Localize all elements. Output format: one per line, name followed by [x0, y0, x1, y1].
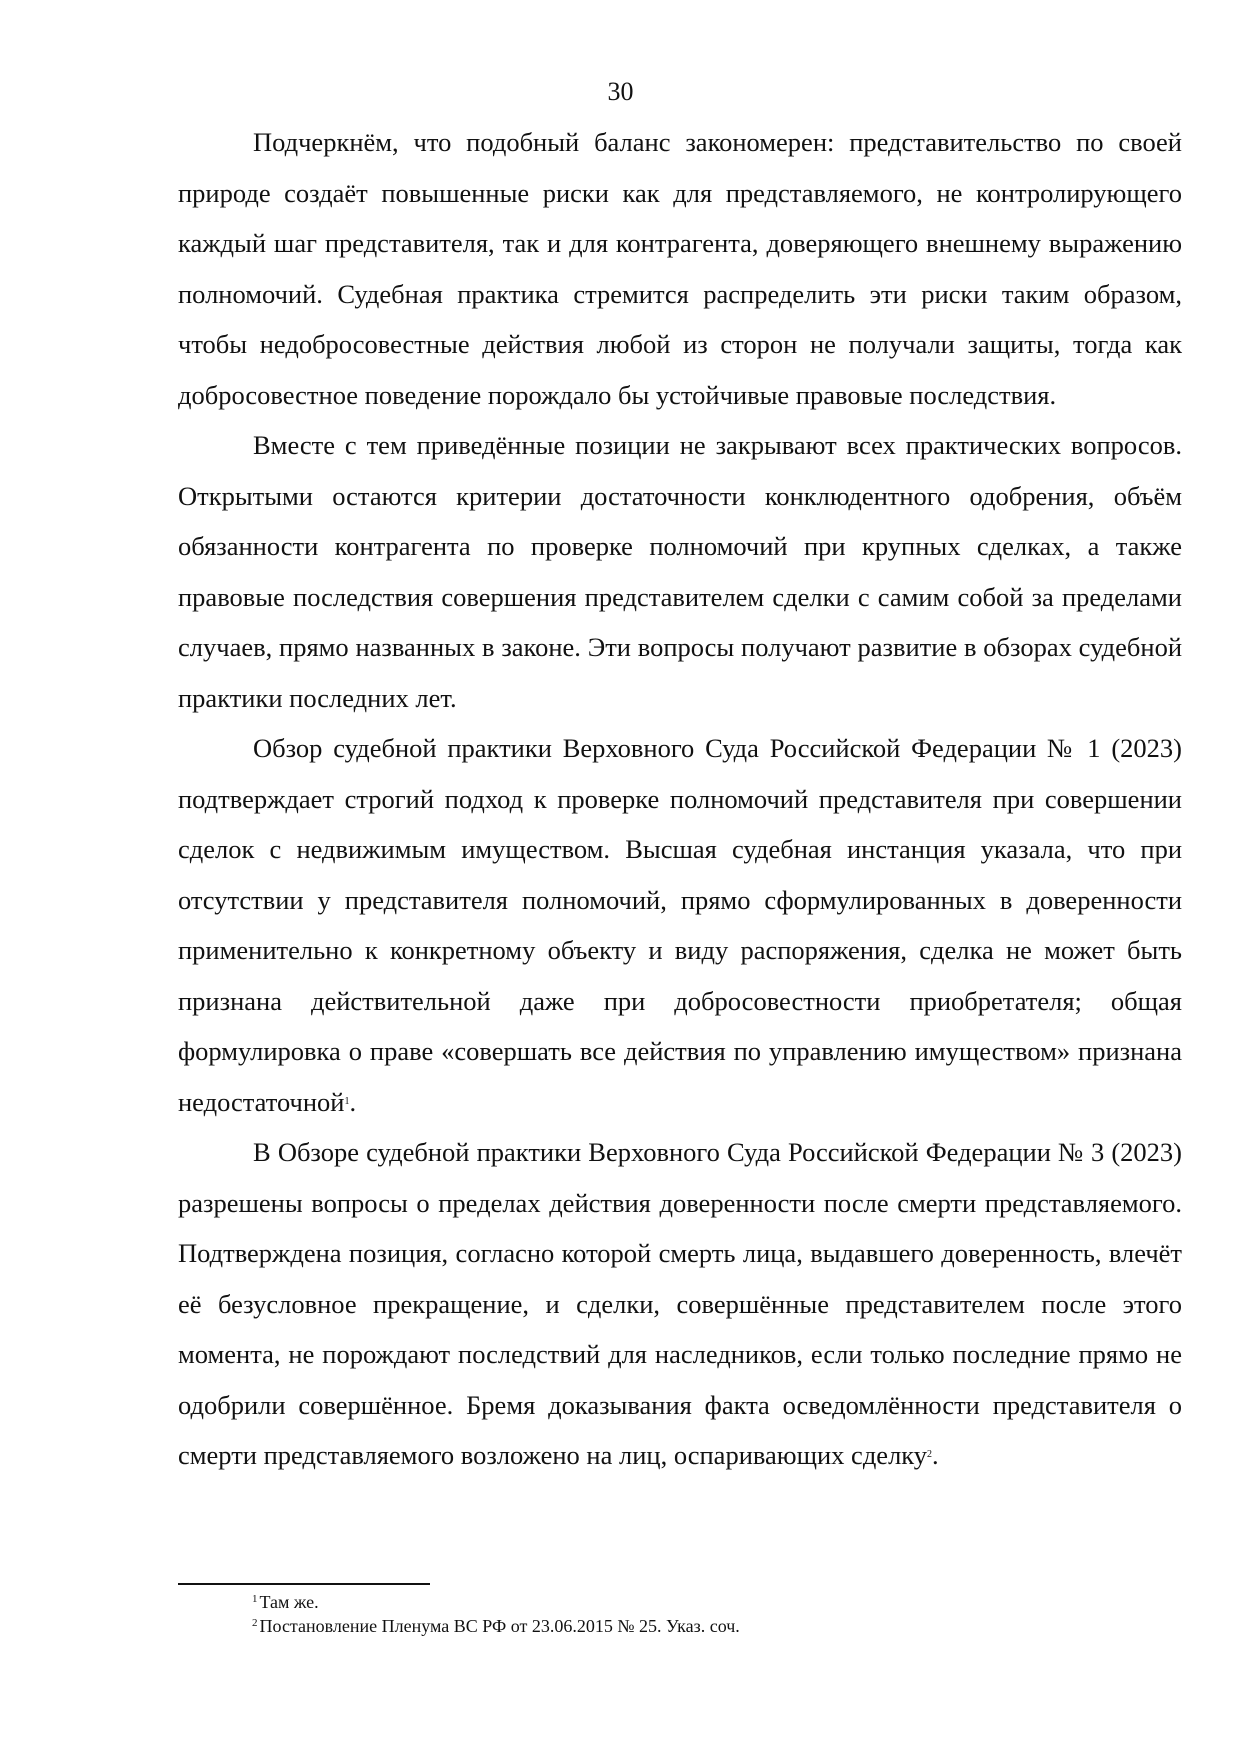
footnote-reference[interactable]: 2 [927, 1449, 933, 1460]
paragraph-text: В Обзоре судебной практики Верховного Суда Российской Федерации № 3 (2023) разрешены вопросы о пределах действия доверенности после смерти представляемого. Подтверждена позиция, согласно которой смерть лица, выдавшего доверенность, влечёт её безусловное прекращение, и сделки, совершённые представителем после этого момента, не порождают последствий для наследников, если только последние прямо не одобрили совершённое. Бремя доказывания факта осведомлённости представителя о смерти представляемого возложено на лиц, оспаривающих сделку [178, 1137, 1182, 1470]
footnote-separator [178, 1583, 430, 1585]
page-number: 30 [607, 77, 634, 106]
footnote-text: Постановление Пленума ВС РФ от 23.06.2015 № 25. Указ. соч. [259, 1616, 740, 1636]
paragraph-text: Вместе с тем приведённые позиции не закрывают всех практических вопросов. Открытыми остаются критерии достаточности конклюдентного одобрения, объём обязанности контрагента по проверке полномочий при крупных сделках, а также правовые последствия совершения представителем сделки с самим собой за пределами случаев, прямо названных в законе. Эти вопросы получают развитие в обзорах судебной практики последних лет. [178, 430, 1182, 713]
footnote [252, 1590, 1182, 1614]
paragraph [178, 117, 1182, 420]
paragraph [178, 723, 1182, 1127]
footnote [252, 1614, 1182, 1638]
footnotes [252, 1590, 1182, 1638]
paragraph [178, 1127, 1182, 1481]
body-text [178, 117, 1182, 1481]
footnote-mark: 2 [252, 1617, 258, 1629]
footnote-mark: 1 [252, 1593, 258, 1605]
paragraph-tail: . [349, 1086, 357, 1117]
footnote-reference[interactable]: 1 [344, 1095, 350, 1107]
paragraph-text: Подчеркнём, что подобный баланс закономерен: представительство по своей природе создаёт повышенные риски как для представляемого, не контролирующего каждый шаг представителя, так и для контрагента, доверяющего внешнему выражению полномочий. Судебная практика стремится распределить эти риски таким образом, чтобы недобросовестные действия любой из сторон не получали защиты, тогда как добросовестное поведение порождало бы устойчивые правовые последствия. [178, 127, 1182, 410]
paragraph [178, 420, 1182, 723]
paragraph-text: Обзор судебной практики Верховного Суда Российской Федерации № 1 (2023) подтверждает строгий подход к проверке полномочий представителя при совершении сделок с недвижимым имуществом. Высшая судебная инстанция указала, что при отсутствии у представителя полномочий, прямо сформулированных в доверенности применительно к конкретному объекту и виду распоряжения, сделка не может быть признана действительной даже при добросовестности приобретателя; общая формулировка о праве «совершать все действия по управлению имуществом» признана недостаточной [178, 733, 1182, 1117]
paragraph-tail: . [932, 1440, 939, 1470]
footnote-text: Там же. [259, 1592, 319, 1612]
